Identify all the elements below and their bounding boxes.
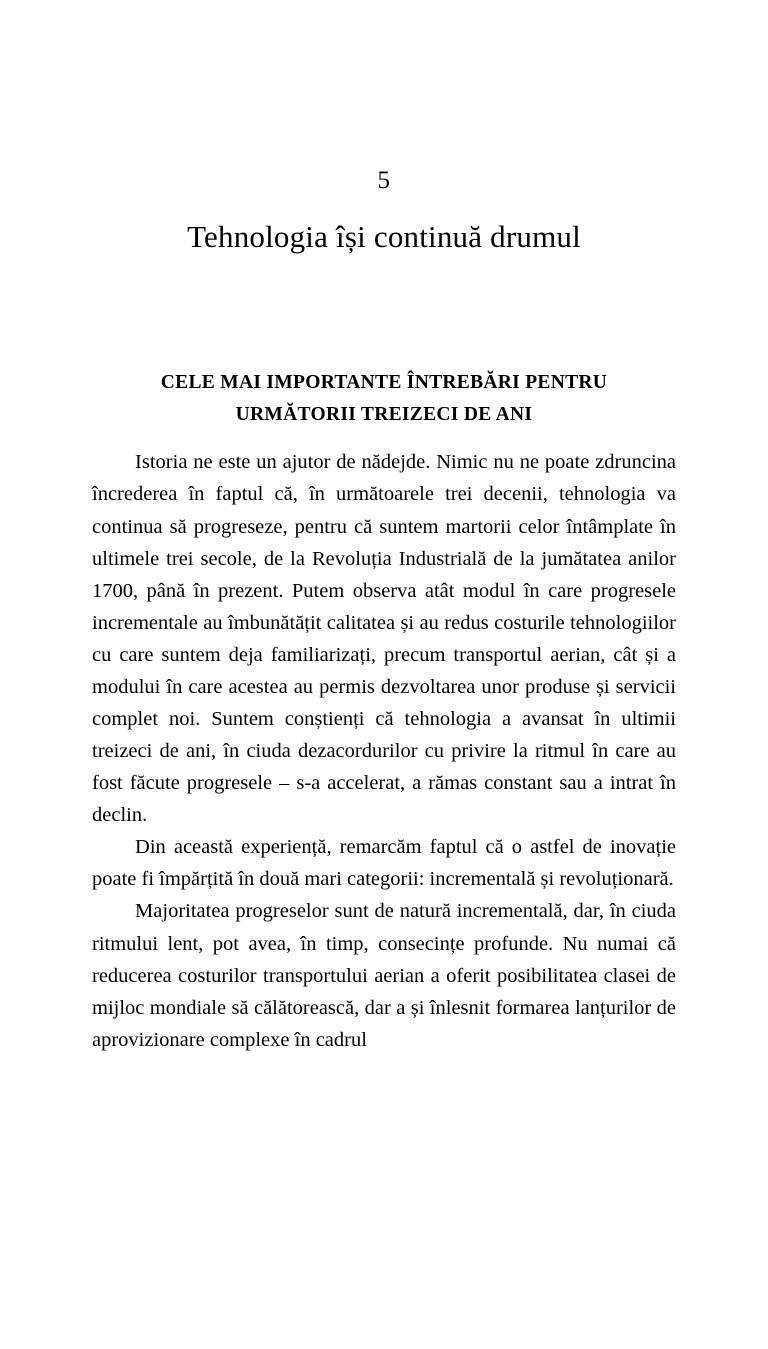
chapter-title: Tehnologia își continuă drumul: [187, 219, 581, 254]
paragraph: Din această experiență, remarcăm faptul că o astfel de inovație poate fi împărțită în două mari categorii: incrementală și revoluționară.: [92, 836, 676, 891]
section-heading-line-2: URMĂTORII TREIZECI DE ANI: [235, 403, 533, 425]
body-text: [92, 446, 676, 1055]
book-page: [0, 168, 768, 1349]
chapter-number: 5: [377, 167, 391, 194]
paragraph: Majoritatea progreselor sunt de natură incrementală, dar, în ciuda ritmului lent, pot avea, în timp, consecințe profunde. Nu numai că reducerea costurilor transportului aerian a oferit posibilitatea clasei de mijloc mondiale să călătorească, dar a și înlesnit formarea lanțurilor de aprovizionare complexe în cadrul: [92, 900, 676, 1051]
section-heading-line-1: CELE MAI IMPORTANTE ÎNTREBĂRI PENTRU: [160, 372, 608, 394]
paragraph: Istoria ne este un ajutor de nădejde. Nimic nu ne poate zdruncina încrederea în faptul că, în următoarele trei decenii, tehnologia va continua să progreseze, pentru că suntem martorii celor întâmplate în ultimele trei secole, de la Revoluția Industrială de la jumătatea anilor 1700, până în prezent. Putem observa atât modul în care progresele incrementale au îmbunătățit calitatea și au redus costurile tehnologiilor cu care suntem deja familiarizați, precum transportul aerian, cât și a modului în care acestea au permis dezvoltarea unor produse și servicii complet noi. Suntem conștienți că tehnologia a avansat în ultimii treizeci de ani, în ciuda dezacordurilor cu privire la ritmul în care au fost făcute progresele – s-a accelerat, a rămas constant sau a intrat în declin.: [92, 451, 676, 827]
section-heading: [92, 367, 676, 430]
